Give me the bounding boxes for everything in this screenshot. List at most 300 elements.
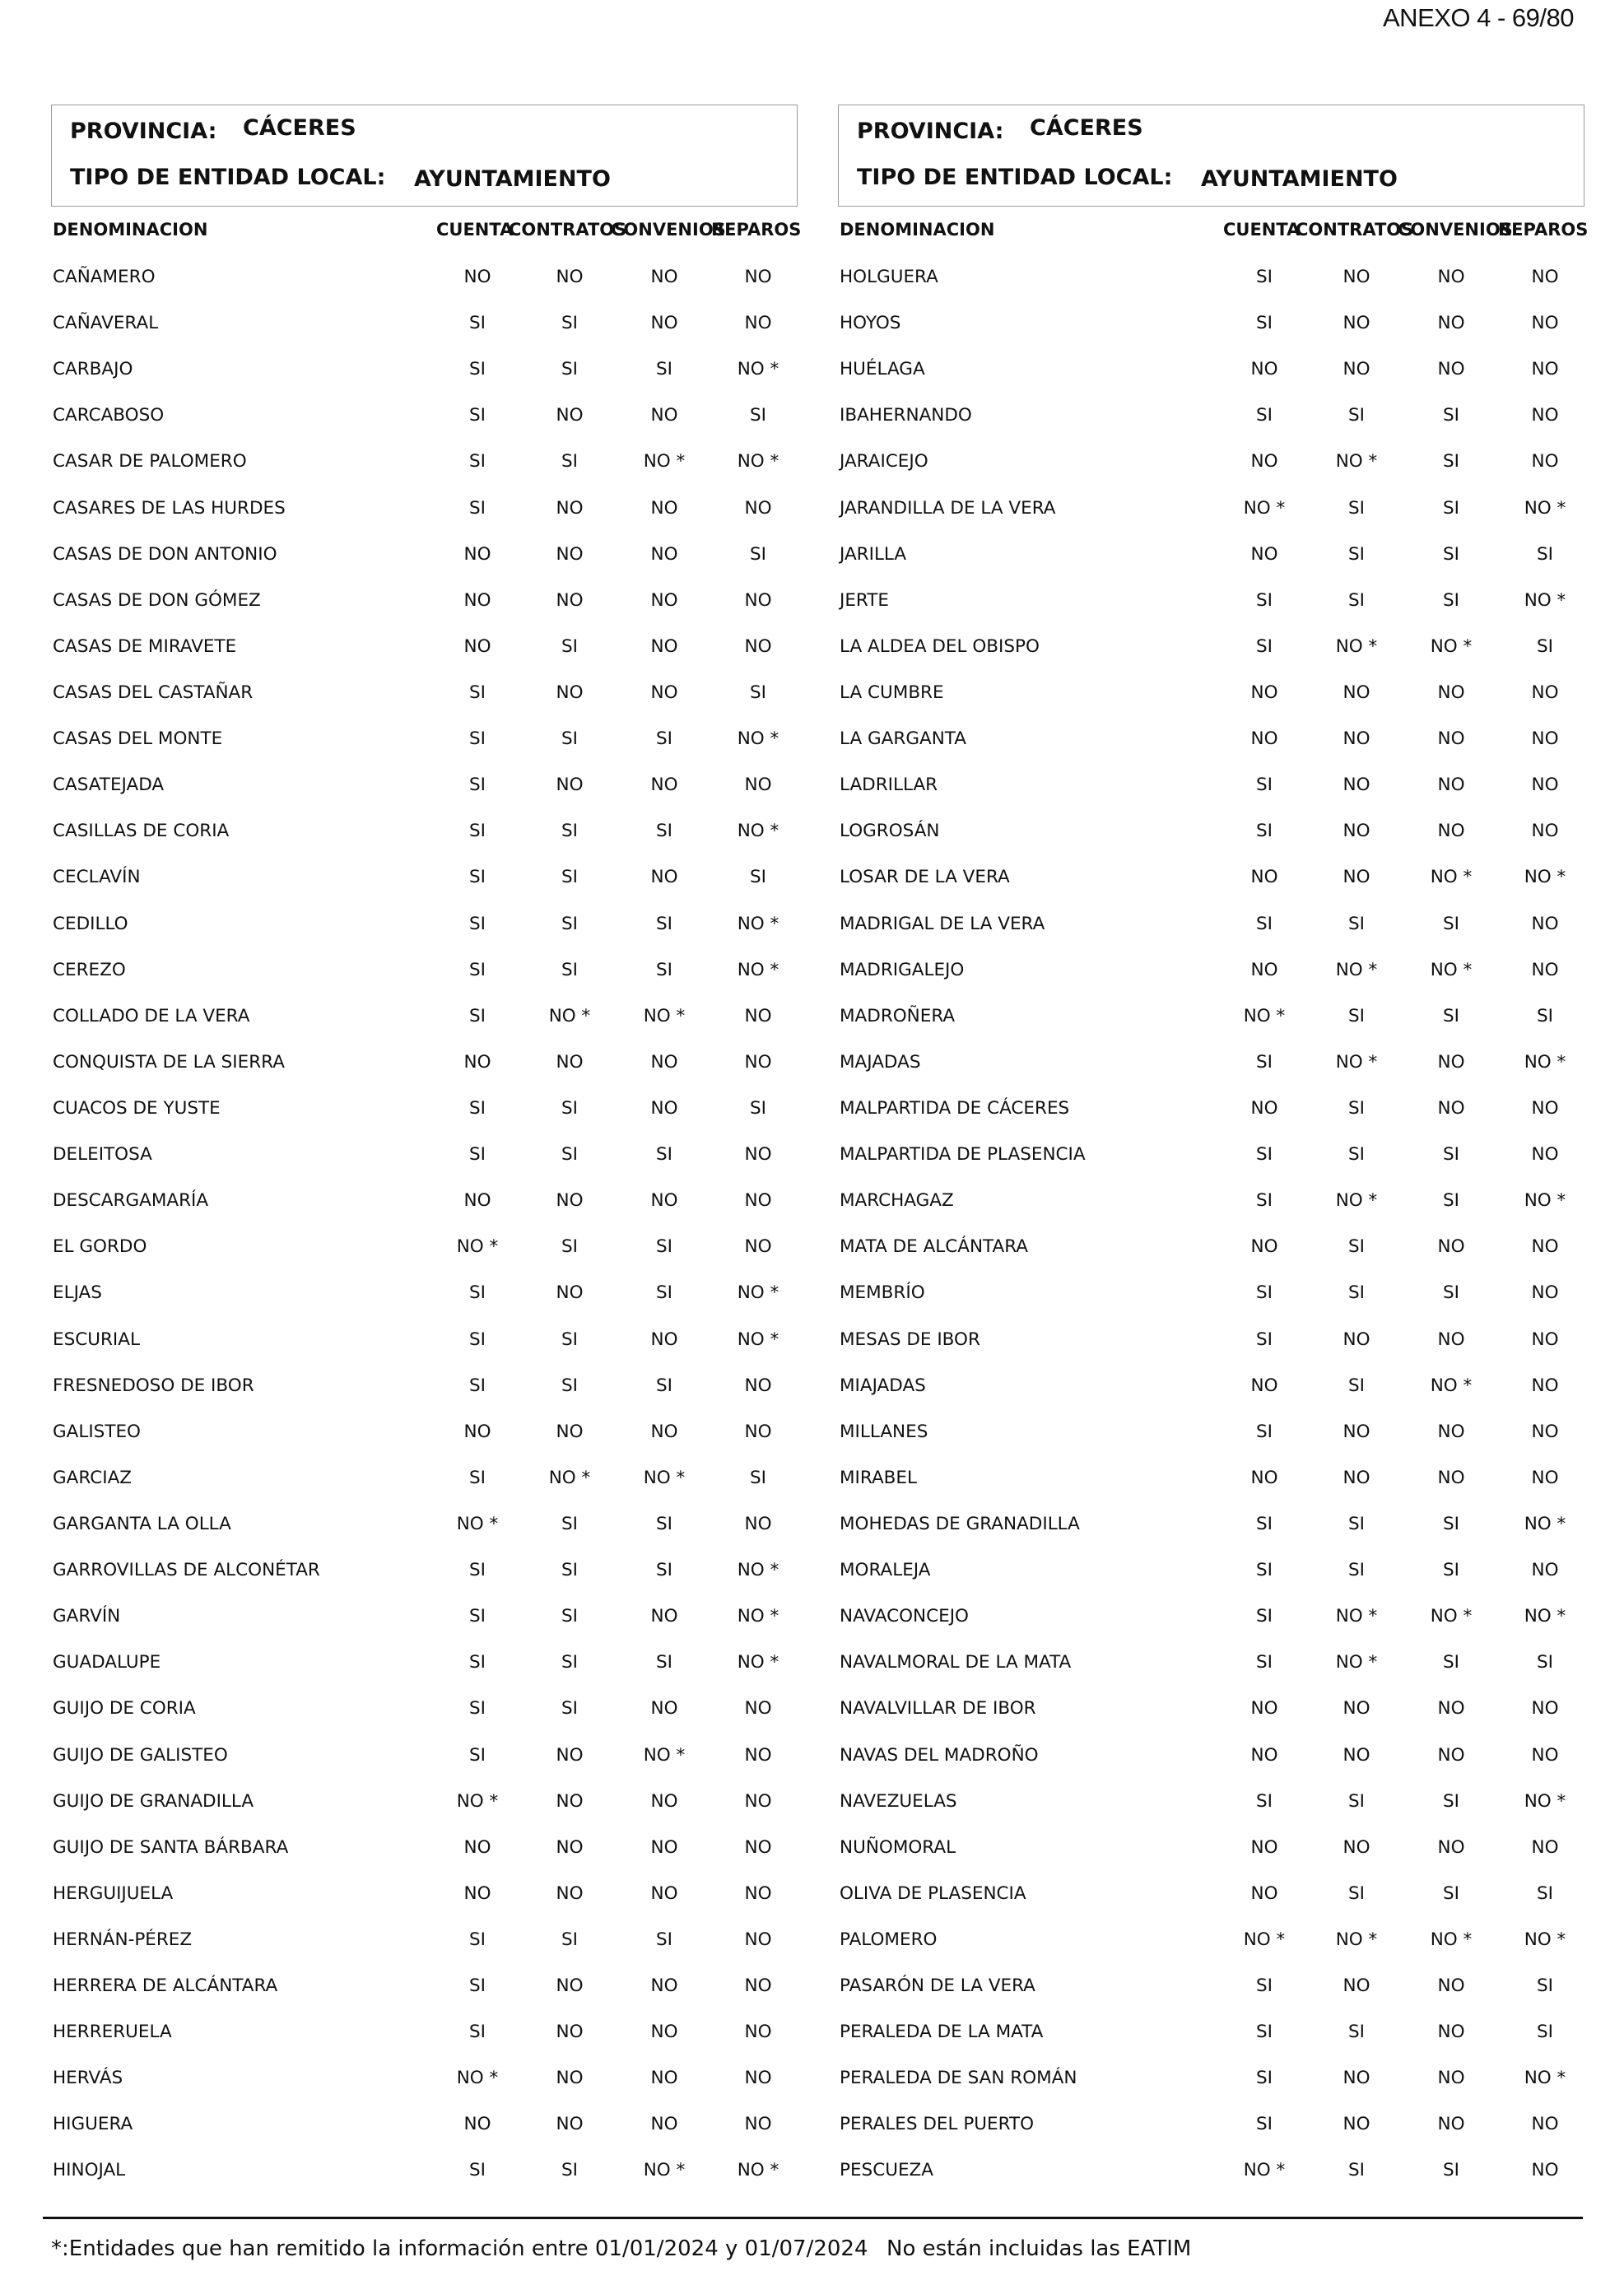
table-row bbox=[51, 448, 798, 494]
table-row bbox=[51, 1372, 798, 1418]
convenios-value: SI bbox=[1443, 543, 1459, 565]
reparos-value: NO * bbox=[1524, 1929, 1566, 1950]
reparos-value: SI bbox=[750, 405, 766, 426]
reparos-value: NO bbox=[1531, 313, 1559, 334]
cuenta-value: SI bbox=[469, 959, 486, 980]
table-row bbox=[51, 2018, 798, 2064]
convenios-value: NO bbox=[650, 267, 678, 287]
contratos-value: NO bbox=[1342, 728, 1370, 750]
entity-name: MATA DE ALCÁNTARA bbox=[840, 1236, 1029, 1258]
entity-name: HUÉLAGA bbox=[840, 359, 925, 380]
convenios-value: NO bbox=[650, 635, 678, 657]
contratos-value: SI bbox=[561, 728, 578, 750]
contratos-value: NO bbox=[1342, 267, 1370, 287]
convenios-value: SI bbox=[656, 1375, 672, 1396]
contratos-value: NO bbox=[556, 1282, 584, 1304]
contratos-value: NO * bbox=[1335, 1051, 1378, 1073]
reparos-value: NO bbox=[744, 497, 772, 519]
cuenta-value: SI bbox=[469, 867, 486, 888]
table-row bbox=[838, 1233, 1584, 1279]
convenios-value: SI bbox=[1443, 913, 1459, 934]
table-row bbox=[838, 1788, 1584, 1834]
table-row bbox=[838, 1003, 1584, 1049]
entity-name: MADROÑERA bbox=[840, 1005, 956, 1026]
reparos-value: NO bbox=[744, 1144, 772, 1166]
convenios-value: NO bbox=[650, 1329, 678, 1350]
convenios-value: NO bbox=[650, 1421, 678, 1442]
reparos-value: NO bbox=[1531, 1698, 1559, 1720]
cuenta-value: SI bbox=[1256, 913, 1273, 934]
contratos-value: NO bbox=[556, 1421, 584, 1442]
entity-name: NUÑOMORAL bbox=[840, 1836, 956, 1858]
reparos-value: NO * bbox=[1524, 497, 1566, 519]
convenios-value: NO bbox=[1437, 1836, 1465, 1858]
convenios-value: NO bbox=[650, 1790, 678, 1812]
convenios-value: NO * bbox=[643, 1467, 686, 1488]
cuenta-value: NO bbox=[1250, 1375, 1278, 1396]
entity-name: PALOMERO bbox=[840, 1929, 938, 1950]
convenios-value: SI bbox=[1443, 1513, 1459, 1534]
convenios-value: SI bbox=[1443, 497, 1459, 519]
contratos-value: NO bbox=[556, 775, 584, 796]
table-row bbox=[51, 263, 798, 309]
table-row bbox=[838, 679, 1584, 725]
convenios-value: SI bbox=[1443, 589, 1459, 611]
table-row bbox=[838, 541, 1584, 587]
entity-name: MIRABEL bbox=[840, 1467, 917, 1488]
table-row bbox=[838, 356, 1584, 402]
col-contratos: CONTRATOS bbox=[1296, 220, 1414, 240]
convenios-value: SI bbox=[656, 959, 672, 980]
convenios-value: SI bbox=[656, 1652, 672, 1673]
entity-name: GARVÍN bbox=[53, 1606, 121, 1627]
convenios-value: SI bbox=[1443, 1282, 1459, 1304]
table-row bbox=[838, 1880, 1584, 1926]
table-row bbox=[838, 587, 1584, 633]
reparos-value: SI bbox=[1537, 635, 1553, 657]
reparos-value: NO bbox=[1531, 959, 1559, 980]
table-row bbox=[51, 1972, 798, 2018]
cuenta-value: NO bbox=[463, 1051, 491, 1073]
entity-name: CASATEJADA bbox=[53, 775, 165, 796]
cuenta-value: NO * bbox=[1243, 1005, 1286, 1026]
entity-name: NAVACONCEJO bbox=[840, 1606, 969, 1627]
reparos-value: SI bbox=[1537, 2022, 1553, 2043]
contratos-value: NO bbox=[1342, 821, 1370, 842]
entity-name: PERALEDA DE LA MATA bbox=[840, 2022, 1044, 2043]
contratos-value: SI bbox=[1348, 1005, 1365, 1026]
cuenta-value: SI bbox=[469, 451, 486, 472]
cuenta-value: SI bbox=[469, 1652, 486, 1673]
contratos-value: NO bbox=[556, 1190, 584, 1212]
convenios-value: NO bbox=[650, 497, 678, 519]
table-row bbox=[51, 1279, 798, 1325]
reparos-value: NO bbox=[744, 1929, 772, 1950]
entity-name: CECLAVÍN bbox=[53, 867, 141, 888]
contratos-value: NO bbox=[1342, 313, 1370, 334]
entity-name: GARCIAZ bbox=[53, 1467, 133, 1488]
contratos-value: SI bbox=[561, 1652, 578, 1673]
contratos-value: NO bbox=[556, 2114, 584, 2135]
convenios-value: NO * bbox=[1430, 1606, 1473, 1627]
reparos-value: SI bbox=[750, 543, 766, 565]
table-row bbox=[51, 725, 798, 771]
entity-header-box bbox=[838, 105, 1584, 207]
cuenta-value: SI bbox=[1256, 775, 1273, 796]
cuenta-value: NO bbox=[1250, 359, 1278, 380]
contratos-value: NO bbox=[556, 1836, 584, 1858]
cuenta-value: SI bbox=[469, 1698, 486, 1720]
entity-name: CEREZO bbox=[53, 959, 126, 980]
table-row bbox=[51, 863, 798, 910]
table-row bbox=[51, 1880, 798, 1926]
reparos-value: NO * bbox=[737, 1560, 779, 1581]
contratos-value: NO * bbox=[1335, 1929, 1378, 1950]
contratos-value: NO * bbox=[1335, 1190, 1378, 1212]
reparos-value: NO * bbox=[1524, 1790, 1566, 1812]
footer-note: *:Entidades que han remitido la información entre 01/01/2024 y 01/07/2024 bbox=[51, 2236, 868, 2261]
table-row bbox=[838, 448, 1584, 494]
cuenta-value: NO bbox=[463, 2114, 491, 2135]
table-row bbox=[51, 2157, 798, 2203]
convenios-value: NO bbox=[650, 589, 678, 611]
convenios-value: NO bbox=[1437, 1421, 1465, 1442]
contratos-value: NO bbox=[1342, 867, 1370, 888]
cuenta-value: SI bbox=[469, 728, 486, 750]
convenios-value: NO bbox=[650, 405, 678, 426]
reparos-value: SI bbox=[750, 1467, 766, 1488]
contratos-value: NO bbox=[556, 2068, 584, 2089]
contratos-value: SI bbox=[1348, 2022, 1365, 2043]
convenios-value: NO bbox=[1437, 728, 1465, 750]
convenios-value: NO bbox=[650, 2114, 678, 2135]
table-row bbox=[838, 2110, 1584, 2157]
col-reparos: REPAROS bbox=[1498, 220, 1589, 240]
entity-name: GUIJO DE GRANADILLA bbox=[53, 1790, 254, 1812]
provincia-value: CÁCERES bbox=[243, 115, 356, 141]
table-row bbox=[51, 1834, 798, 1880]
contratos-value: NO * bbox=[1335, 1606, 1378, 1627]
cuenta-value: SI bbox=[1256, 821, 1273, 842]
reparos-value: NO bbox=[1531, 1744, 1559, 1766]
contratos-value: NO * bbox=[548, 1005, 591, 1026]
entity-name: MILLANES bbox=[840, 1421, 928, 1442]
entity-name: HERRERA DE ALCÁNTARA bbox=[53, 1976, 278, 1997]
table-row bbox=[51, 1326, 798, 1372]
entity-name: CASAS DEL MONTE bbox=[53, 728, 223, 750]
cuenta-value: SI bbox=[1256, 589, 1273, 611]
convenios-value: NO * bbox=[1430, 1375, 1473, 1396]
contratos-value: SI bbox=[1348, 543, 1365, 565]
convenios-value: NO bbox=[650, 543, 678, 565]
reparos-value: NO bbox=[1531, 728, 1559, 750]
cuenta-value: SI bbox=[469, 2022, 486, 2043]
contratos-value: SI bbox=[561, 1698, 578, 1720]
convenios-value: NO bbox=[650, 2068, 678, 2089]
convenios-value: SI bbox=[1443, 1005, 1459, 1026]
entity-name: CAÑAMERO bbox=[53, 267, 156, 287]
contratos-value: NO bbox=[556, 1882, 584, 1904]
contratos-value: NO * bbox=[1335, 959, 1378, 980]
convenios-value: NO * bbox=[643, 1005, 686, 1026]
convenios-value: NO bbox=[650, 313, 678, 334]
contratos-value: NO bbox=[1342, 1467, 1370, 1488]
convenios-value: NO bbox=[650, 1097, 678, 1119]
contratos-value: NO bbox=[1342, 359, 1370, 380]
entity-name: LA ALDEA DEL OBISPO bbox=[840, 635, 1040, 657]
convenios-value: NO bbox=[650, 1190, 678, 1212]
entity-name: CASAS DE MIRAVETE bbox=[53, 635, 237, 657]
contratos-value: SI bbox=[1348, 1375, 1365, 1396]
cuenta-value: SI bbox=[1256, 1421, 1273, 1442]
cuenta-value: NO bbox=[1250, 867, 1278, 888]
reparos-value: NO bbox=[744, 1190, 772, 1212]
cuenta-value: NO bbox=[463, 1882, 491, 1904]
contratos-value: NO bbox=[556, 1051, 584, 1073]
table-row bbox=[51, 1233, 798, 1279]
reparos-value: NO bbox=[744, 775, 772, 796]
entity-name: CASAS DE DON ANTONIO bbox=[53, 543, 277, 565]
reparos-value: NO bbox=[744, 1051, 772, 1073]
cuenta-value: SI bbox=[469, 682, 486, 703]
cuenta-value: SI bbox=[1256, 635, 1273, 657]
entity-name: NAVAS DEL MADROÑO bbox=[840, 1744, 1039, 1766]
table-row bbox=[838, 309, 1584, 356]
cuenta-value: SI bbox=[1256, 2068, 1273, 2089]
entity-name: COLLADO DE LA VERA bbox=[53, 1005, 250, 1026]
cuenta-value: SI bbox=[1256, 2114, 1273, 2135]
cuenta-value: SI bbox=[1256, 1606, 1273, 1627]
convenios-value: NO * bbox=[643, 2160, 686, 2181]
contratos-value: NO * bbox=[1335, 635, 1378, 657]
contratos-value: SI bbox=[1348, 1236, 1365, 1258]
table-row bbox=[838, 1279, 1584, 1325]
reparos-value: NO bbox=[1531, 1144, 1559, 1166]
entity-name: MALPARTIDA DE PLASENCIA bbox=[840, 1144, 1086, 1166]
convenios-value: NO * bbox=[1430, 635, 1473, 657]
cuenta-value: NO bbox=[1250, 1744, 1278, 1766]
cuenta-value: SI bbox=[469, 313, 486, 334]
table-row bbox=[51, 1926, 798, 1972]
table-row bbox=[838, 771, 1584, 817]
reparos-value: NO bbox=[1531, 913, 1559, 934]
reparos-value: NO bbox=[744, 2114, 772, 2135]
table-row bbox=[838, 1834, 1584, 1880]
table-row bbox=[51, 1649, 798, 1695]
cuenta-value: SI bbox=[469, 1560, 486, 1581]
convenios-value: NO bbox=[650, 2022, 678, 2043]
contratos-value: SI bbox=[561, 1929, 578, 1950]
reparos-value: SI bbox=[1537, 1005, 1553, 1026]
entity-name: HIGUERA bbox=[53, 2114, 133, 2135]
reparos-value: NO * bbox=[1524, 1190, 1566, 1212]
entity-name: PERALES DEL PUERTO bbox=[840, 2114, 1035, 2135]
cuenta-value: NO bbox=[1250, 543, 1278, 565]
cuenta-value: SI bbox=[1256, 1051, 1273, 1073]
reparos-value: NO * bbox=[737, 913, 779, 934]
entity-name: HERNÁN-PÉREZ bbox=[53, 1929, 193, 1950]
entity-name: MOHEDAS DE GRANADILLA bbox=[840, 1513, 1080, 1534]
cuenta-value: SI bbox=[1256, 1329, 1273, 1350]
convenios-value: NO bbox=[1437, 682, 1465, 703]
entity-name: GUADALUPE bbox=[53, 1652, 161, 1673]
table-row bbox=[51, 633, 798, 679]
table-row bbox=[51, 1095, 798, 1141]
contratos-value: NO bbox=[1342, 2068, 1370, 2089]
cuenta-value: SI bbox=[469, 359, 486, 380]
table-row bbox=[51, 1003, 798, 1049]
entity-name: CASAR DE PALOMERO bbox=[53, 451, 247, 472]
table-row bbox=[51, 1464, 798, 1510]
reparos-value: NO bbox=[744, 1236, 772, 1258]
entity-name: MAJADAS bbox=[840, 1051, 921, 1073]
table-row bbox=[51, 1049, 798, 1095]
entity-name: HERVÁS bbox=[53, 2068, 123, 2089]
cuenta-value: SI bbox=[1256, 2022, 1273, 2043]
table-row bbox=[838, 263, 1584, 309]
entity-name: CASILLAS DE CORIA bbox=[53, 821, 230, 842]
entity-name: HINOJAL bbox=[53, 2160, 126, 2181]
table-row bbox=[838, 2064, 1584, 2110]
reparos-value: NO * bbox=[1524, 867, 1566, 888]
page-number: ANEXO 4 - 69/80 bbox=[1383, 3, 1575, 32]
contratos-value: NO bbox=[1342, 2114, 1370, 2135]
entity-name: CONQUISTA DE LA SIERRA bbox=[53, 1051, 285, 1073]
contratos-value: SI bbox=[561, 959, 578, 980]
convenios-value: SI bbox=[656, 728, 672, 750]
entity-name: CUACOS DE YUSTE bbox=[53, 1097, 221, 1119]
table-row bbox=[838, 910, 1584, 956]
tipo-entidad-label: TIPO DE ENTIDAD LOCAL: bbox=[857, 165, 1173, 190]
convenios-value: SI bbox=[1443, 1652, 1459, 1673]
convenios-value: SI bbox=[656, 1144, 672, 1166]
cuenta-value: SI bbox=[469, 1606, 486, 1627]
contratos-value: SI bbox=[561, 1560, 578, 1581]
contratos-value: SI bbox=[1348, 405, 1365, 426]
entity-name: HOLGUERA bbox=[840, 267, 938, 287]
table-row bbox=[838, 725, 1584, 771]
convenios-value: NO bbox=[1437, 1467, 1465, 1488]
cuenta-value: NO bbox=[463, 589, 491, 611]
reparos-value: NO bbox=[744, 589, 772, 611]
convenios-value: SI bbox=[1443, 451, 1459, 472]
reparos-value: NO bbox=[1531, 682, 1559, 703]
cuenta-value: SI bbox=[1256, 1144, 1273, 1166]
cuenta-value: SI bbox=[469, 1097, 486, 1119]
contratos-value: NO bbox=[1342, 1698, 1370, 1720]
entity-name: LOSAR DE LA VERA bbox=[840, 867, 1010, 888]
reparos-value: SI bbox=[1537, 1652, 1553, 1673]
table-row bbox=[51, 1510, 798, 1557]
table-row bbox=[838, 863, 1584, 910]
cuenta-value: NO bbox=[463, 543, 491, 565]
reparos-value: NO bbox=[744, 1005, 772, 1026]
entity-name: MADRIGAL DE LA VERA bbox=[840, 913, 1045, 934]
cuenta-value: NO bbox=[1250, 959, 1278, 980]
cuenta-value: NO bbox=[463, 1421, 491, 1442]
contratos-value: SI bbox=[1348, 1790, 1365, 1812]
entity-name: JERTE bbox=[840, 589, 890, 611]
reparos-value: SI bbox=[750, 682, 766, 703]
reparos-value: NO * bbox=[737, 1282, 779, 1304]
entity-name: CEDILLO bbox=[53, 913, 128, 934]
cuenta-value: SI bbox=[469, 1144, 486, 1166]
table-row bbox=[838, 817, 1584, 863]
entity-name: GUIJO DE GALISTEO bbox=[53, 1744, 228, 1766]
convenios-value: NO bbox=[650, 1606, 678, 1627]
cuenta-value: SI bbox=[469, 1282, 486, 1304]
cuenta-value: NO * bbox=[1243, 2160, 1286, 2181]
table-row bbox=[51, 495, 798, 541]
cuenta-value: SI bbox=[469, 913, 486, 934]
convenios-value: SI bbox=[656, 913, 672, 934]
table-row bbox=[838, 1187, 1584, 1233]
entity-name: GUIJO DE SANTA BÁRBARA bbox=[53, 1836, 289, 1858]
reparos-value: NO bbox=[744, 2068, 772, 2089]
contratos-value: SI bbox=[1348, 589, 1365, 611]
table-row bbox=[51, 2064, 798, 2110]
entity-name: LA CUMBRE bbox=[840, 682, 944, 703]
convenios-value: NO * bbox=[1430, 1929, 1473, 1950]
convenios-value: NO bbox=[1437, 2114, 1465, 2135]
cuenta-value: SI bbox=[1256, 1976, 1273, 1997]
cuenta-value: NO bbox=[1250, 728, 1278, 750]
reparos-value: NO bbox=[1531, 821, 1559, 842]
reparos-value: NO bbox=[1531, 775, 1559, 796]
contratos-value: NO bbox=[1342, 1744, 1370, 1766]
reparos-value: NO * bbox=[737, 1329, 779, 1350]
entity-name: LA GARGANTA bbox=[840, 728, 966, 750]
reparos-value: NO * bbox=[1524, 589, 1566, 611]
table-row bbox=[838, 402, 1584, 448]
provincia-label: PROVINCIA: bbox=[70, 119, 217, 144]
table-row bbox=[838, 1510, 1584, 1557]
tipo-entidad-label: TIPO DE ENTIDAD LOCAL: bbox=[70, 165, 386, 190]
reparos-value: NO bbox=[1531, 2160, 1559, 2181]
table-row bbox=[51, 956, 798, 1003]
entity-name: NAVALVILLAR DE IBOR bbox=[840, 1698, 1036, 1720]
contratos-value: NO * bbox=[548, 1467, 591, 1488]
reparos-value: NO bbox=[1531, 1560, 1559, 1581]
contratos-value: NO bbox=[556, 405, 584, 426]
contratos-value: SI bbox=[1348, 1282, 1365, 1304]
cuenta-value: NO bbox=[1250, 1467, 1278, 1488]
table-row bbox=[51, 771, 798, 817]
reparos-value: NO * bbox=[1524, 2068, 1566, 2089]
table-row bbox=[51, 1603, 798, 1649]
contratos-value: SI bbox=[561, 1236, 578, 1258]
contratos-value: SI bbox=[561, 1606, 578, 1627]
cuenta-value: NO bbox=[463, 635, 491, 657]
table-row bbox=[838, 2157, 1584, 2203]
contratos-value: NO bbox=[556, 267, 584, 287]
table-row bbox=[51, 1788, 798, 1834]
entity-name: NAVEZUELAS bbox=[840, 1790, 957, 1812]
contratos-value: NO bbox=[1342, 1836, 1370, 1858]
reparos-value: NO bbox=[1531, 359, 1559, 380]
cuenta-value: NO bbox=[1250, 682, 1278, 703]
reparos-value: NO bbox=[744, 1744, 772, 1766]
entity-name: GALISTEO bbox=[53, 1421, 141, 1442]
reparos-value: NO bbox=[1531, 1097, 1559, 1119]
reparos-value: NO bbox=[744, 313, 772, 334]
entity-name: ESCURIAL bbox=[53, 1329, 140, 1350]
entity-name: CAÑAVERAL bbox=[53, 313, 159, 334]
table-row bbox=[51, 1187, 798, 1233]
table-row bbox=[51, 356, 798, 402]
convenios-value: NO bbox=[650, 1836, 678, 1858]
reparos-value: SI bbox=[750, 867, 766, 888]
